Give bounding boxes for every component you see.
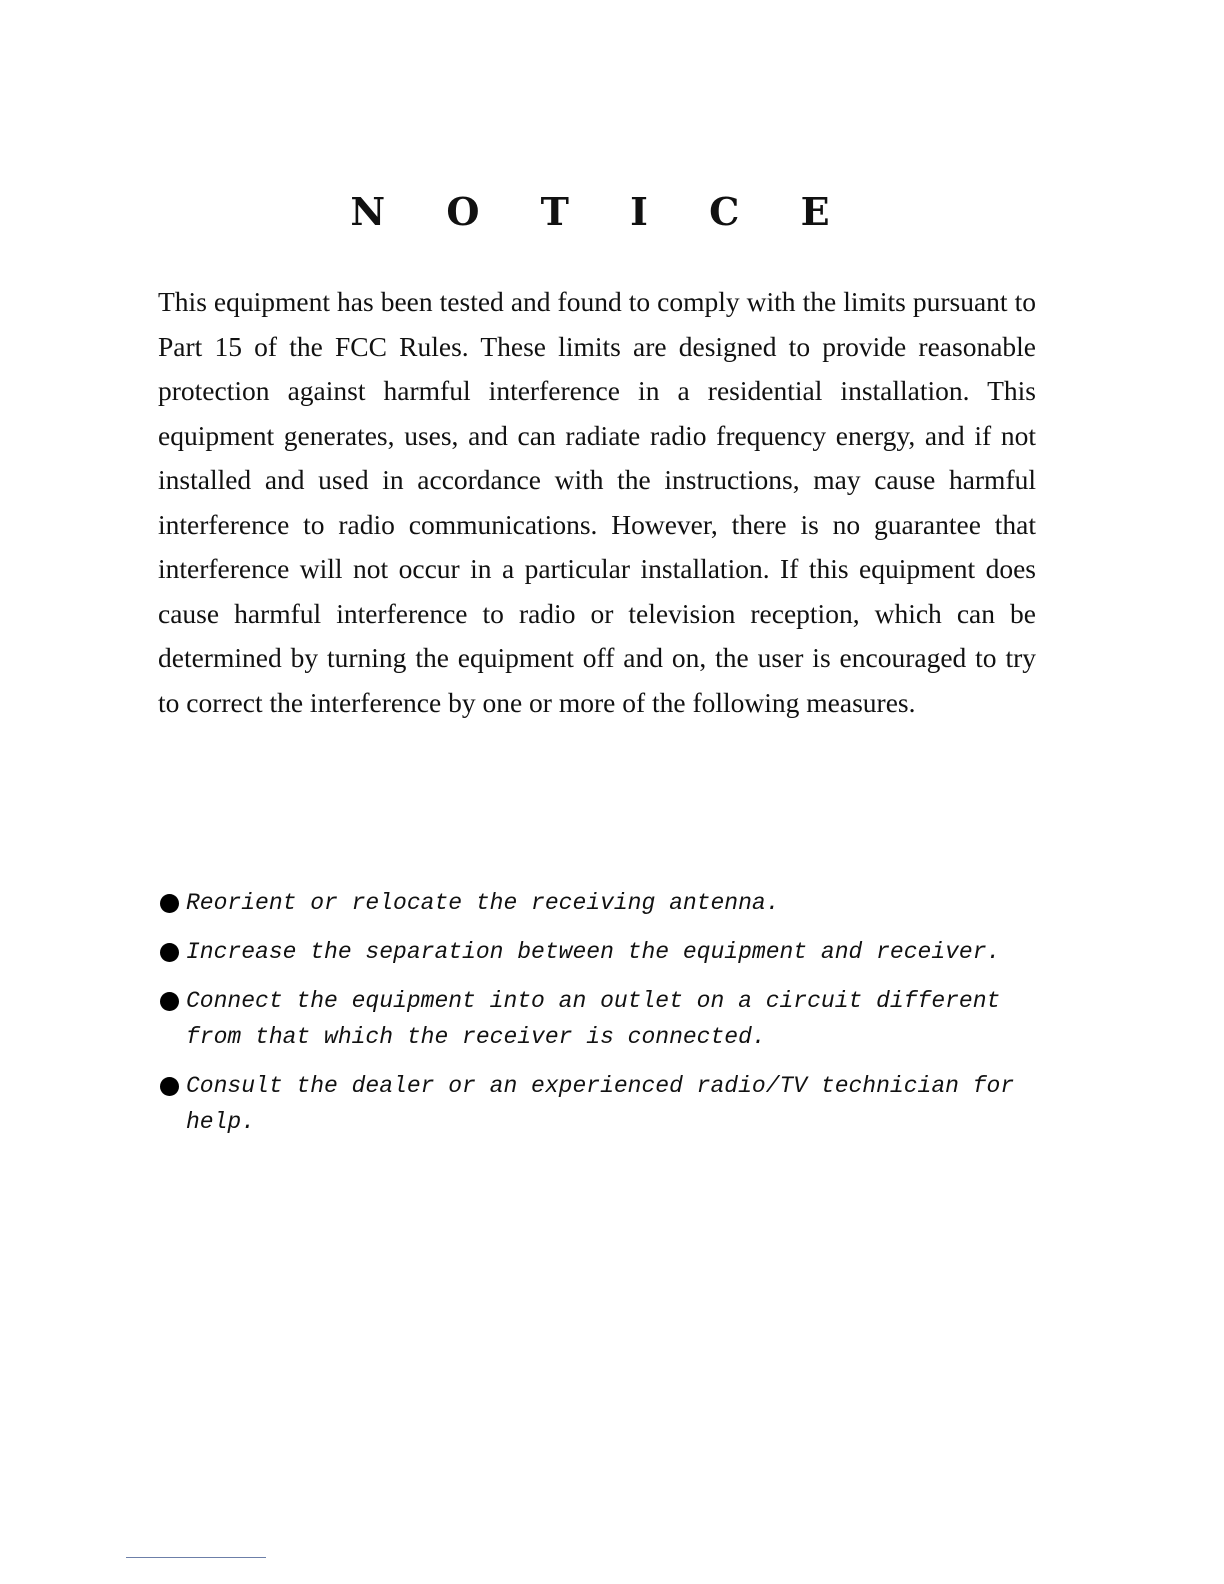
fcc-notice-paragraph: This equipment has been tested and found to comply with the limits pursuant to Part 15 of the FCC Rules. These limits are designed to provide reasonable protection against harmful interference in a residential installation. This equipment generates, uses, and can radiate radio frequency energy, and if not installed and used in accordance with the instructions, may cause harmful interference to radio communications. However, there is no guarantee that interference will not occur in a particular installation. If this equipment does cause harmful interference to radio or television reception, which can be determined by turning the equipment off and on, the user is encouraged to try to correct the interference by one or more of the following measures.: [158, 286, 1036, 718]
list-item: [160, 983, 1020, 1055]
bullet-icon: [160, 943, 179, 962]
bullet-icon: [160, 992, 179, 1011]
bullet-icon: [160, 1077, 179, 1096]
footer-rule: [126, 1557, 266, 1558]
measure-text: Reorient or relocate the receiving antenna.: [186, 890, 780, 916]
list-item: [160, 934, 1020, 970]
bullet-icon: [160, 894, 179, 913]
measure-text: Increase the separation between the equipment and receiver.: [186, 939, 1001, 965]
list-item: [160, 885, 1020, 921]
measure-text: Consult the dealer or an experienced radio/TV technician for help.: [186, 1073, 1028, 1135]
list-item: [160, 1068, 1028, 1140]
measures-list: [160, 885, 1028, 1153]
notice-title: N O T I C E: [350, 189, 854, 234]
measure-text: Connect the equipment into an outlet on a circuit different from that which the receiver is connected.: [186, 988, 1015, 1050]
